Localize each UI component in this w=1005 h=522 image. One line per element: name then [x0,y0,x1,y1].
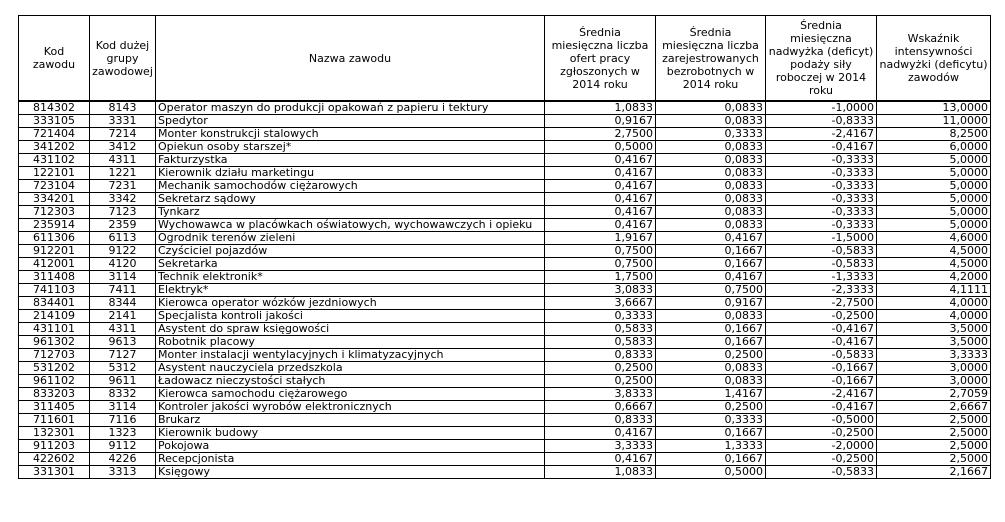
header-intensity-index: Wskaźnik intensywności nadwyżki (deficytu) zawodów [877,16,991,102]
cell-occupation-code: 911203 [19,440,90,453]
cell-intensity-index: 5,0000 [877,154,991,167]
cell-major-group-code: 7411 [90,284,156,297]
cell-occupation-code: 961302 [19,336,90,349]
cell-avg-job-offers: 0,9167 [545,115,656,128]
cell-avg-unemployed: 0,0833 [656,101,766,115]
cell-major-group-code: 4120 [90,258,156,271]
cell-intensity-index: 5,0000 [877,167,991,180]
cell-occupation-name: Operator maszyn do produkcji opakowań z papieru i tektury [156,101,545,115]
cell-avg-job-offers: 0,4167 [545,206,656,219]
cell-major-group-code: 1323 [90,427,156,440]
table-row [19,297,991,310]
header-avg-job-offers: Średnia miesięczna liczba ofert pracy zgłoszonych w 2014 roku [545,16,656,102]
cell-occupation-name: Ogrodnik terenów zieleni [156,232,545,245]
cell-avg-surplus-deficit: -0,5000 [766,414,877,427]
cell-avg-unemployed: 0,2500 [656,349,766,362]
cell-occupation-name: Ładowacz nieczystości stałych [156,375,545,388]
cell-occupation-code: 311405 [19,401,90,414]
cell-avg-surplus-deficit: -0,2500 [766,310,877,323]
cell-major-group-code: 1221 [90,167,156,180]
cell-occupation-code: 341202 [19,141,90,154]
header-row [19,16,991,102]
cell-avg-job-offers: 0,6667 [545,401,656,414]
cell-major-group-code: 3412 [90,141,156,154]
cell-occupation-name: Księgowy [156,466,545,479]
cell-avg-surplus-deficit: -0,3333 [766,180,877,193]
cell-avg-unemployed: 0,1667 [656,336,766,349]
cell-major-group-code: 3114 [90,401,156,414]
cell-avg-unemployed: 0,7500 [656,284,766,297]
cell-intensity-index: 4,0000 [877,297,991,310]
cell-occupation-code: 712703 [19,349,90,362]
cell-avg-job-offers: 0,5833 [545,323,656,336]
header-avg-unemployed: Średnia miesięczna liczba zarejestrowanych bezrobotnych w 2014 roku [656,16,766,102]
cell-avg-unemployed: 0,0833 [656,219,766,232]
table-row [19,440,991,453]
cell-avg-unemployed: 0,3333 [656,414,766,427]
cell-occupation-code: 611306 [19,232,90,245]
cell-major-group-code: 7214 [90,128,156,141]
cell-avg-surplus-deficit: -2,0000 [766,440,877,453]
cell-occupation-name: Asystent do spraw księgowości [156,323,545,336]
cell-avg-job-offers: 0,2500 [545,375,656,388]
table-row [19,154,991,167]
table-row [19,193,991,206]
cell-avg-surplus-deficit: -1,0000 [766,101,877,115]
cell-avg-job-offers: 1,0833 [545,101,656,115]
cell-avg-unemployed: 0,1667 [656,258,766,271]
table-row [19,245,991,258]
cell-avg-surplus-deficit: -0,4167 [766,141,877,154]
cell-occupation-code: 132301 [19,427,90,440]
header-major-group-code: Kod dużej grupy zawodowej [90,16,156,102]
cell-avg-surplus-deficit: -0,3333 [766,154,877,167]
cell-avg-job-offers: 1,9167 [545,232,656,245]
cell-avg-job-offers: 3,0833 [545,284,656,297]
table-row [19,271,991,284]
cell-occupation-name: Opiekun osoby starszej* [156,141,545,154]
cell-occupation-name: Asystent nauczyciela przedszkola [156,362,545,375]
cell-occupation-code: 331301 [19,466,90,479]
table-row [19,336,991,349]
cell-occupation-code: 334201 [19,193,90,206]
cell-occupation-code: 912201 [19,245,90,258]
header-occupation-name: Nazwa zawodu [156,16,545,102]
cell-intensity-index: 5,0000 [877,219,991,232]
cell-occupation-name: Czyściciel pojazdów [156,245,545,258]
cell-major-group-code: 6113 [90,232,156,245]
cell-intensity-index: 2,1667 [877,466,991,479]
header-avg-surplus-deficit: Średnia miesięczna nadwyżka (deficyt) podaży siły roboczej w 2014 roku [766,16,877,102]
cell-occupation-code: 741103 [19,284,90,297]
cell-avg-job-offers: 0,4167 [545,180,656,193]
cell-major-group-code: 9613 [90,336,156,349]
cell-avg-unemployed: 0,0833 [656,206,766,219]
table-row [19,362,991,375]
cell-avg-surplus-deficit: -0,3333 [766,193,877,206]
cell-avg-job-offers: 0,4167 [545,167,656,180]
cell-avg-unemployed: 0,0833 [656,115,766,128]
cell-avg-unemployed: 0,0833 [656,167,766,180]
table-row [19,206,991,219]
cell-major-group-code: 7123 [90,206,156,219]
cell-avg-surplus-deficit: -0,3333 [766,167,877,180]
occupations-table-container [18,15,991,479]
cell-avg-unemployed: 1,3333 [656,440,766,453]
cell-major-group-code: 4311 [90,323,156,336]
cell-intensity-index: 4,1111 [877,284,991,297]
table-row [19,349,991,362]
occupations-table [18,15,991,479]
cell-major-group-code: 5312 [90,362,156,375]
cell-major-group-code: 3114 [90,271,156,284]
cell-intensity-index: 3,5000 [877,323,991,336]
cell-occupation-name: Tynkarz [156,206,545,219]
cell-major-group-code: 4311 [90,154,156,167]
cell-intensity-index: 2,5000 [877,427,991,440]
cell-avg-unemployed: 0,0833 [656,180,766,193]
cell-occupation-name: Kierowca samochodu ciężarowego [156,388,545,401]
cell-avg-unemployed: 0,1667 [656,427,766,440]
cell-occupation-name: Monter instalacji wentylacyjnych i klimatyzacyjnych [156,349,545,362]
cell-occupation-name: Wychowawca w placówkach oświatowych, wychowawczych i opieku [156,219,545,232]
cell-avg-unemployed: 0,0833 [656,193,766,206]
cell-avg-surplus-deficit: -0,5833 [766,466,877,479]
header-occupation-code: Kod zawodu [19,16,90,102]
cell-major-group-code: 4226 [90,453,156,466]
cell-intensity-index: 8,2500 [877,128,991,141]
cell-avg-surplus-deficit: -0,4167 [766,401,877,414]
table-row [19,258,991,271]
cell-avg-surplus-deficit: -2,4167 [766,128,877,141]
cell-occupation-code: 235914 [19,219,90,232]
cell-avg-unemployed: 0,1667 [656,245,766,258]
cell-major-group-code: 8143 [90,101,156,115]
cell-occupation-code: 711601 [19,414,90,427]
cell-avg-job-offers: 3,8333 [545,388,656,401]
cell-occupation-code: 723104 [19,180,90,193]
cell-intensity-index: 5,0000 [877,180,991,193]
cell-avg-surplus-deficit: -0,2500 [766,427,877,440]
table-row [19,401,991,414]
cell-avg-job-offers: 0,5833 [545,336,656,349]
table-row [19,115,991,128]
table-row [19,310,991,323]
table-row [19,323,991,336]
cell-major-group-code: 9122 [90,245,156,258]
cell-avg-job-offers: 0,7500 [545,245,656,258]
cell-avg-unemployed: 0,0833 [656,375,766,388]
cell-avg-unemployed: 0,0833 [656,362,766,375]
cell-major-group-code: 2359 [90,219,156,232]
cell-intensity-index: 2,5000 [877,440,991,453]
table-row [19,453,991,466]
cell-occupation-name: Spedytor [156,115,545,128]
cell-avg-job-offers: 0,4167 [545,453,656,466]
cell-avg-surplus-deficit: -0,1667 [766,375,877,388]
cell-occupation-code: 431102 [19,154,90,167]
cell-occupation-name: Elektryk* [156,284,545,297]
cell-avg-unemployed: 0,1667 [656,323,766,336]
cell-occupation-name: Kierownik działu marketingu [156,167,545,180]
cell-major-group-code: 9112 [90,440,156,453]
cell-intensity-index: 2,6667 [877,401,991,414]
cell-intensity-index: 5,0000 [877,193,991,206]
cell-avg-unemployed: 0,0833 [656,141,766,154]
table-row [19,414,991,427]
cell-major-group-code: 7116 [90,414,156,427]
cell-avg-surplus-deficit: -1,3333 [766,271,877,284]
table-row [19,232,991,245]
table-row [19,141,991,154]
cell-occupation-code: 422602 [19,453,90,466]
cell-occupation-name: Robotnik placowy [156,336,545,349]
cell-occupation-code: 834401 [19,297,90,310]
cell-avg-surplus-deficit: -0,5833 [766,258,877,271]
cell-avg-job-offers: 2,7500 [545,128,656,141]
cell-avg-surplus-deficit: -2,3333 [766,284,877,297]
table-row [19,101,991,115]
cell-intensity-index: 3,5000 [877,336,991,349]
cell-avg-unemployed: 0,0833 [656,154,766,167]
cell-avg-surplus-deficit: -0,8333 [766,115,877,128]
cell-intensity-index: 2,7059 [877,388,991,401]
cell-occupation-name: Kontroler jakości wyrobów elektronicznych [156,401,545,414]
cell-occupation-name: Pokojowa [156,440,545,453]
cell-avg-surplus-deficit: -0,1667 [766,362,877,375]
cell-avg-unemployed: 0,2500 [656,401,766,414]
cell-intensity-index: 4,2000 [877,271,991,284]
cell-avg-unemployed: 1,4167 [656,388,766,401]
cell-intensity-index: 4,6000 [877,232,991,245]
cell-intensity-index: 4,5000 [877,258,991,271]
cell-occupation-name: Specjalista kontroli jakości [156,310,545,323]
cell-avg-unemployed: 0,5000 [656,466,766,479]
cell-occupation-name: Sekretarka [156,258,545,271]
cell-intensity-index: 3,0000 [877,375,991,388]
cell-avg-surplus-deficit: -0,5833 [766,245,877,258]
cell-occupation-code: 961102 [19,375,90,388]
cell-avg-surplus-deficit: -0,2500 [766,453,877,466]
cell-intensity-index: 2,5000 [877,453,991,466]
cell-occupation-name: Brukarz [156,414,545,427]
cell-avg-surplus-deficit: -1,5000 [766,232,877,245]
cell-avg-job-offers: 1,7500 [545,271,656,284]
cell-avg-job-offers: 0,5000 [545,141,656,154]
cell-major-group-code: 2141 [90,310,156,323]
cell-avg-unemployed: 0,3333 [656,128,766,141]
cell-major-group-code: 7127 [90,349,156,362]
cell-major-group-code: 8332 [90,388,156,401]
cell-occupation-code: 214109 [19,310,90,323]
cell-avg-unemployed: 0,1667 [656,453,766,466]
table-row [19,128,991,141]
table-row [19,284,991,297]
cell-major-group-code: 9611 [90,375,156,388]
cell-intensity-index: 3,0000 [877,362,991,375]
cell-major-group-code: 3331 [90,115,156,128]
cell-avg-unemployed: 0,0833 [656,310,766,323]
cell-occupation-code: 814302 [19,101,90,115]
cell-major-group-code: 7231 [90,180,156,193]
cell-avg-surplus-deficit: -2,7500 [766,297,877,310]
cell-avg-surplus-deficit: -2,4167 [766,388,877,401]
table-row [19,388,991,401]
cell-avg-surplus-deficit: -0,4167 [766,336,877,349]
cell-avg-job-offers: 0,3333 [545,310,656,323]
cell-occupation-code: 431101 [19,323,90,336]
cell-occupation-name: Sekretarz sądowy [156,193,545,206]
cell-occupation-code: 531202 [19,362,90,375]
cell-intensity-index: 6,0000 [877,141,991,154]
cell-occupation-name: Kierownik budowy [156,427,545,440]
cell-intensity-index: 5,0000 [877,206,991,219]
cell-occupation-code: 712303 [19,206,90,219]
table-row [19,167,991,180]
cell-intensity-index: 13,0000 [877,101,991,115]
cell-intensity-index: 4,5000 [877,245,991,258]
cell-avg-job-offers: 0,8333 [545,414,656,427]
cell-avg-job-offers: 0,2500 [545,362,656,375]
cell-intensity-index: 11,0000 [877,115,991,128]
cell-occupation-code: 333105 [19,115,90,128]
cell-intensity-index: 3,3333 [877,349,991,362]
table-row [19,466,991,479]
cell-avg-job-offers: 0,4167 [545,193,656,206]
cell-occupation-name: Kierowca operator wózków jezdniowych [156,297,545,310]
table-row [19,427,991,440]
cell-major-group-code: 3313 [90,466,156,479]
cell-avg-surplus-deficit: -0,5833 [766,349,877,362]
cell-avg-job-offers: 1,0833 [545,466,656,479]
cell-major-group-code: 3342 [90,193,156,206]
cell-occupation-code: 721404 [19,128,90,141]
cell-occupation-code: 833203 [19,388,90,401]
cell-avg-job-offers: 3,3333 [545,440,656,453]
cell-occupation-name: Monter konstrukcji stalowych [156,128,545,141]
cell-avg-job-offers: 0,7500 [545,258,656,271]
cell-intensity-index: 2,5000 [877,414,991,427]
cell-major-group-code: 8344 [90,297,156,310]
cell-avg-job-offers: 0,4167 [545,219,656,232]
cell-occupation-name: Technik elektronik* [156,271,545,284]
cell-avg-unemployed: 0,4167 [656,271,766,284]
cell-avg-unemployed: 0,9167 [656,297,766,310]
cell-occupation-code: 311408 [19,271,90,284]
cell-avg-job-offers: 0,8333 [545,349,656,362]
cell-avg-surplus-deficit: -0,4167 [766,323,877,336]
cell-avg-job-offers: 0,4167 [545,154,656,167]
table-row [19,219,991,232]
cell-avg-surplus-deficit: -0,3333 [766,219,877,232]
cell-intensity-index: 4,0000 [877,310,991,323]
cell-avg-job-offers: 3,6667 [545,297,656,310]
table-row [19,375,991,388]
cell-occupation-name: Mechanik samochodów ciężarowych [156,180,545,193]
cell-occupation-name: Fakturzystka [156,154,545,167]
cell-occupation-code: 122101 [19,167,90,180]
cell-occupation-name: Recepcjonista [156,453,545,466]
table-row [19,180,991,193]
cell-avg-job-offers: 0,4167 [545,427,656,440]
cell-avg-surplus-deficit: -0,3333 [766,206,877,219]
cell-avg-unemployed: 0,4167 [656,232,766,245]
cell-occupation-code: 412001 [19,258,90,271]
